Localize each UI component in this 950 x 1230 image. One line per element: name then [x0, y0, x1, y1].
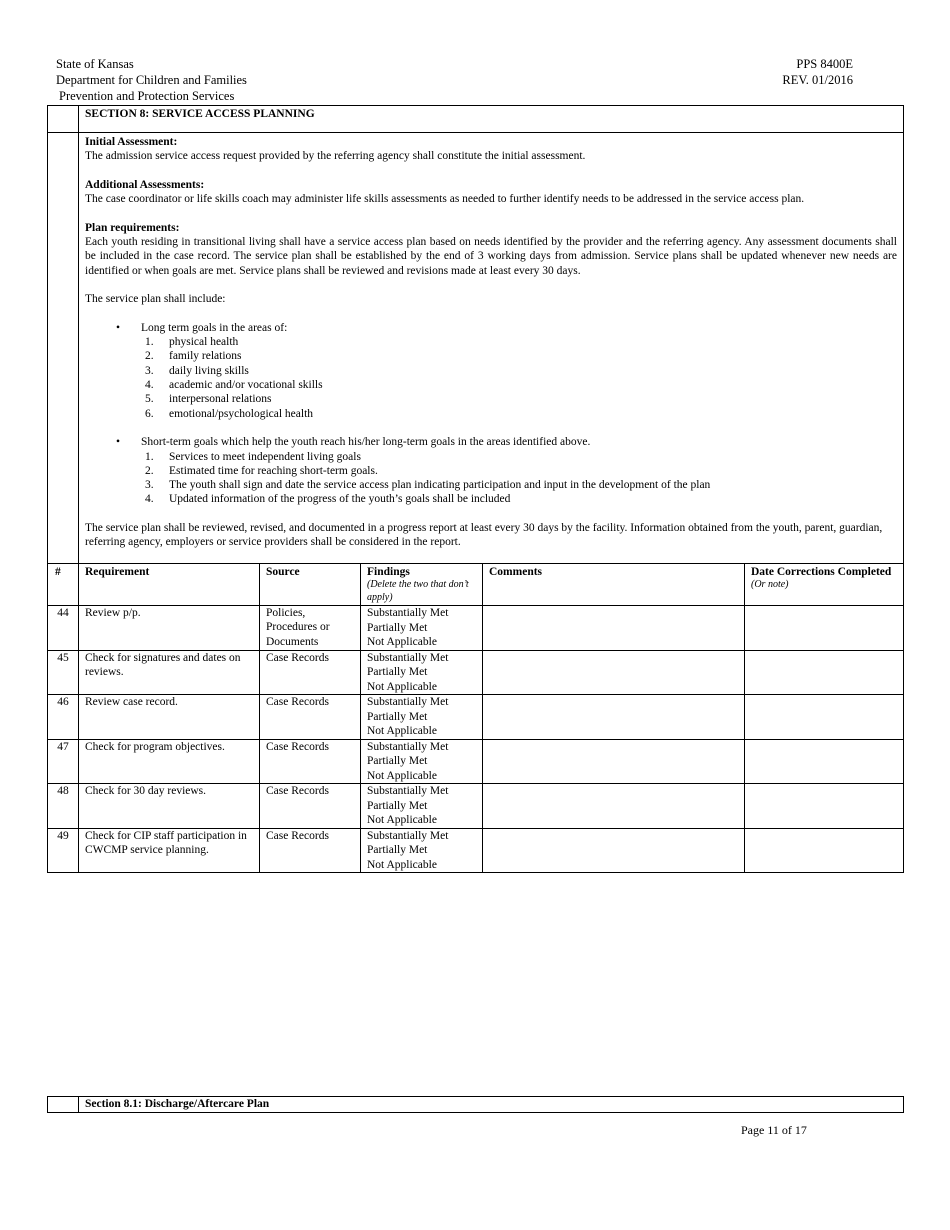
row-number: 44	[48, 606, 79, 651]
findings-note: (Delete the two that don’t apply)	[367, 579, 469, 603]
plan-requirements-text: Each youth residing in transitional living shall have a service access plan based on needs identified by the provider and the referring agency. Any assessment documents shall be included in the case record. The service plan shall be established by the end of 3 working days from admission. Service plans shall be updated whenever new needs are identified or when goals are met. Service plans shall be reviewed and revisions made at least every 30 days.	[85, 236, 897, 277]
header-findings	[361, 564, 483, 606]
section-body	[79, 133, 904, 564]
table-header-row	[48, 564, 904, 606]
division-name: Prevention and Protection Services	[59, 89, 235, 103]
additional-assessments-heading: Additional Assessments:	[85, 178, 205, 191]
department-name: Department for Children and Families	[56, 73, 247, 87]
row-date-corrections[interactable]	[745, 650, 904, 695]
row-requirement: Review case record.	[79, 695, 260, 740]
row-findings[interactable]: Substantially Met Partially Met Not Applicable	[361, 606, 483, 651]
row-comments[interactable]	[483, 739, 745, 784]
blank-cell	[48, 1097, 79, 1113]
list-item: 2. Estimated time for reaching short-term goals.	[145, 464, 378, 477]
row-findings[interactable]: Substantially Met Partially Met Not Applicable	[361, 739, 483, 784]
row-date-corrections[interactable]	[745, 828, 904, 873]
state-name: State of Kansas	[56, 57, 134, 71]
row-number: 45	[48, 650, 79, 695]
initial-assessment-heading: Initial Assessment:	[85, 136, 178, 148]
row-findings[interactable]: Substantially Met Partially Met Not Applicable	[361, 650, 483, 695]
form-number: PPS 8400E	[796, 57, 853, 71]
row-comments[interactable]	[483, 784, 745, 829]
section-8-table	[47, 105, 904, 564]
section-title: SECTION 8: SERVICE ACCESS PLANNING	[79, 106, 904, 133]
short-term-goals-item: • Short-term goals which help the youth reach his/her long-term goals in the areas identified above.	[116, 436, 591, 449]
row-comments[interactable]	[483, 650, 745, 695]
row-source: Case Records	[260, 695, 361, 740]
row-requirement: Check for program objectives.	[79, 739, 260, 784]
initial-assessment-text: The admission service access request provided by the referring agency shall constitute the initial assessment.	[85, 150, 586, 163]
table-row	[48, 606, 904, 651]
long-term-goals-item: • Long term goals in the areas of:	[116, 321, 288, 334]
list-item: 2. family relations	[145, 350, 242, 363]
row-date-corrections[interactable]	[745, 784, 904, 829]
table-row	[48, 784, 904, 829]
header-comments: Comments	[483, 564, 745, 606]
row-requirement: Check for CIP staff participation in CWCMP service planning.	[79, 828, 260, 873]
blank-cell	[48, 133, 79, 564]
row-requirement: Check for 30 day reviews.	[79, 784, 260, 829]
row-findings[interactable]: Substantially Met Partially Met Not Applicable	[361, 784, 483, 829]
requirements-table	[47, 563, 904, 873]
row-source: Case Records	[260, 650, 361, 695]
next-section-title: Section 8.1: Discharge/Aftercare Plan	[79, 1097, 904, 1113]
row-number: 48	[48, 784, 79, 829]
row-comments[interactable]	[483, 828, 745, 873]
list-item: 4. academic and/or vocational skills	[145, 379, 323, 392]
agency-header	[56, 56, 247, 104]
header-source: Source	[260, 564, 361, 606]
date-note: (Or note)	[751, 579, 789, 591]
row-findings[interactable]: Substantially Met Partially Met Not Applicable	[361, 695, 483, 740]
revision-date: REV. 01/2016	[782, 73, 853, 87]
row-comments[interactable]	[483, 695, 745, 740]
row-source: Case Records	[260, 739, 361, 784]
blank-cell	[48, 106, 79, 133]
additional-assessments-text: The case coordinator or life skills coach may administer life skills assessments as needed to further identify needs to be addressed in the service access plan.	[85, 193, 805, 206]
list-item: 3. daily living skills	[145, 364, 249, 377]
row-comments[interactable]	[483, 606, 745, 651]
findings-label: Findings	[367, 566, 410, 578]
row-date-corrections[interactable]	[745, 695, 904, 740]
plan-requirements-heading: Plan requirements:	[85, 221, 180, 234]
header-date	[745, 564, 904, 606]
list-item: 1. Services to meet independent living goals	[145, 450, 361, 463]
row-number: 47	[48, 739, 79, 784]
header-requirement: Requirement	[79, 564, 260, 606]
row-number: 49	[48, 828, 79, 873]
list-item: 4. Updated information of the progress of the youth’s goals shall be included	[145, 493, 511, 506]
section-8-1-table	[47, 1096, 904, 1113]
closing-text: The service plan shall be reviewed, revised, and documented in a progress report at least every 30 days by the facility. Information obtained from the youth, parent, guardian, referring agency, employers or service providers shall be considered in the report.	[85, 522, 883, 549]
row-source: Case Records	[260, 828, 361, 873]
row-requirement: Check for signatures and dates on reviews.	[79, 650, 260, 695]
table-row	[48, 739, 904, 784]
list-item: 1. physical health	[145, 336, 239, 349]
form-id-header	[782, 56, 853, 88]
list-item: 6. emotional/psychological health	[145, 407, 314, 420]
row-requirement: Review p/p.	[79, 606, 260, 651]
header-num: #	[48, 564, 79, 606]
table-row	[48, 828, 904, 873]
row-date-corrections[interactable]	[745, 606, 904, 651]
table-row	[48, 650, 904, 695]
plan-include-text: The service plan shall include:	[85, 293, 226, 306]
row-findings[interactable]: Substantially Met Partially Met Not Applicable	[361, 828, 483, 873]
row-number: 46	[48, 695, 79, 740]
row-source: Case Records	[260, 784, 361, 829]
date-label: Date Corrections Completed	[751, 566, 892, 578]
table-row	[48, 695, 904, 740]
row-date-corrections[interactable]	[745, 739, 904, 784]
page-number: Page 11 of 17	[741, 1123, 807, 1137]
list-item: 3. The youth shall sign and date the service access plan indicating participation and input in the development of the plan	[145, 479, 711, 492]
row-source: Policies, Procedures or Documents	[260, 606, 361, 651]
list-item: 5. interpersonal relations	[145, 393, 272, 406]
